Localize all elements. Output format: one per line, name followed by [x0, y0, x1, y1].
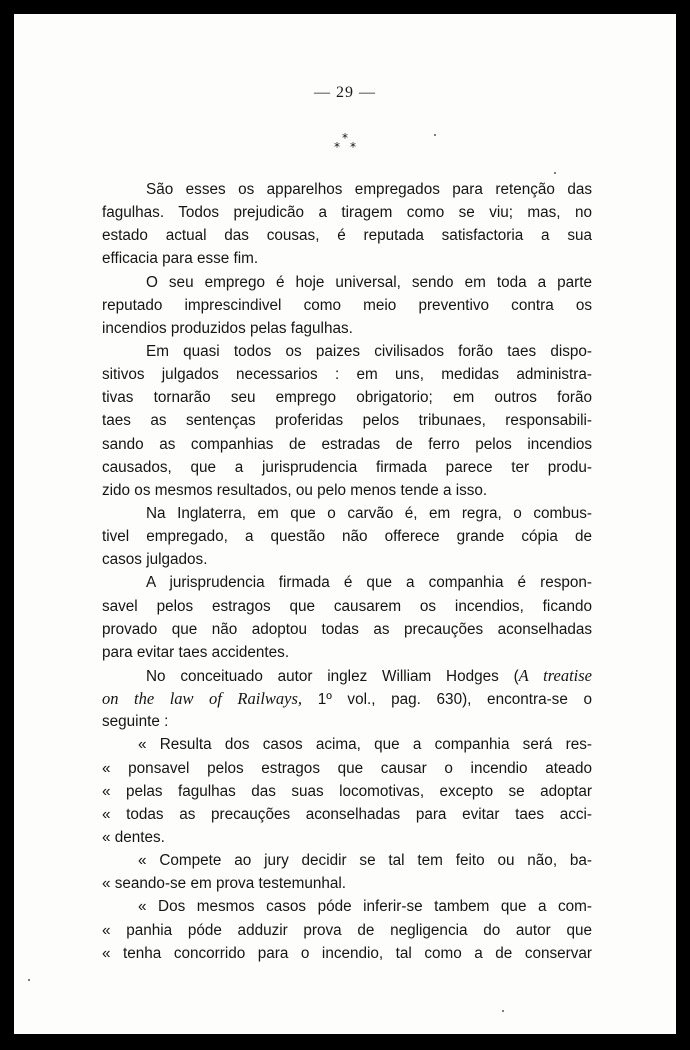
- text-line: Na Inglaterra, em que o carvão é, em regra, o combus-: [146, 504, 592, 522]
- text-line: [102, 664, 592, 687]
- text-line: sando as companhias de estradas de ferro pelos incendios: [102, 435, 592, 453]
- text-line: « ponsavel pelos estragos que causar o incendio ateado: [102, 759, 592, 777]
- text-line: savel pelos estragos que causarem os incendios, ficando: [102, 597, 592, 615]
- text-line: causados, que a jurisprudencia firmada parece ter produ-: [102, 458, 592, 476]
- asterism: [330, 132, 370, 162]
- text-line: seguinte :: [102, 713, 169, 731]
- text-line: reputado imprescindivel como meio preventivo contra os: [102, 296, 592, 314]
- text-line: provado que não adoptou todas as precauções aconselhadas: [102, 620, 592, 638]
- text-line: sitivos julgados necessarios : em uns, medidas administra-: [102, 366, 592, 384]
- text-line: [102, 687, 592, 710]
- text-line: « Dos mesmos casos póde inferir-se tambem que a com-: [138, 898, 592, 916]
- text-line: « todas as precauções aconselhadas para evitar taes acci-: [102, 805, 592, 823]
- text-line-roman-after: 1º vol., pag. 630), encontra-se o: [302, 691, 592, 709]
- text-line: efficacia para esse fim.: [102, 250, 259, 268]
- text-line: O seu emprego é hoje universal, sendo em toda a parte: [146, 273, 592, 291]
- text-line: Em quasi todos os paizes civilisados forão taes dispo-: [146, 342, 592, 360]
- body-text: [102, 178, 592, 965]
- text-line: « panhia póde adduzir prova de negligencia do autor que: [102, 921, 592, 939]
- text-line-roman: No conceituado autor inglez William Hodges (: [146, 667, 519, 685]
- text-line: tivas tornarão seu emprego obrigatorio; em outros forão: [102, 389, 592, 407]
- page-number: — 29 —: [314, 84, 376, 101]
- text-line: casos julgados.: [102, 551, 208, 569]
- asterism-star-left: *: [334, 140, 340, 154]
- text-line: « Resulta dos casos acima, que a companhia será res-: [138, 736, 592, 754]
- text-line: taes as sentenças proferidas pelos tribunaes, responsabili-: [102, 412, 592, 430]
- text-line-italic: A treatise: [518, 665, 592, 685]
- text-line: « pelas fagulhas das suas locomotivas, excepto se adoptar: [102, 782, 592, 800]
- text-line: tivel empregado, a questão não offerece grande cópia de: [102, 528, 592, 546]
- asterism-star-right: *: [350, 140, 356, 154]
- text-line-italic: on the law of Railways,: [102, 689, 303, 709]
- text-line: A jurisprudencia firmada é que a companhia é respon-: [146, 574, 592, 592]
- text-line: fagulhas. Todos prejudicão a tiragem como se viu; mas, no: [102, 204, 592, 222]
- text-line: « Compete ao jury decidir se tal tem feito ou não, ba-: [138, 852, 592, 870]
- text-line: estado actual das cousas, é reputada satisfactoria a sua: [102, 227, 592, 245]
- text-line: « seando-se em prova testemunhal.: [102, 875, 347, 893]
- asterism-star-top: *: [342, 131, 348, 145]
- book-page: [14, 14, 676, 1034]
- text-line: « dentes.: [102, 828, 165, 846]
- text-line: São esses os apparelhos empregados para retenção das: [146, 181, 592, 198]
- text-line: para evitar taes accidentes.: [102, 643, 290, 661]
- text-line: zido os mesmos resultados, ou pelo menos tende a isso.: [102, 481, 488, 499]
- text-line: « tenha concorrido para o incendio, tal como a de conservar: [102, 944, 592, 962]
- text-line: incendios produzidos pelas fagulhas.: [102, 319, 353, 337]
